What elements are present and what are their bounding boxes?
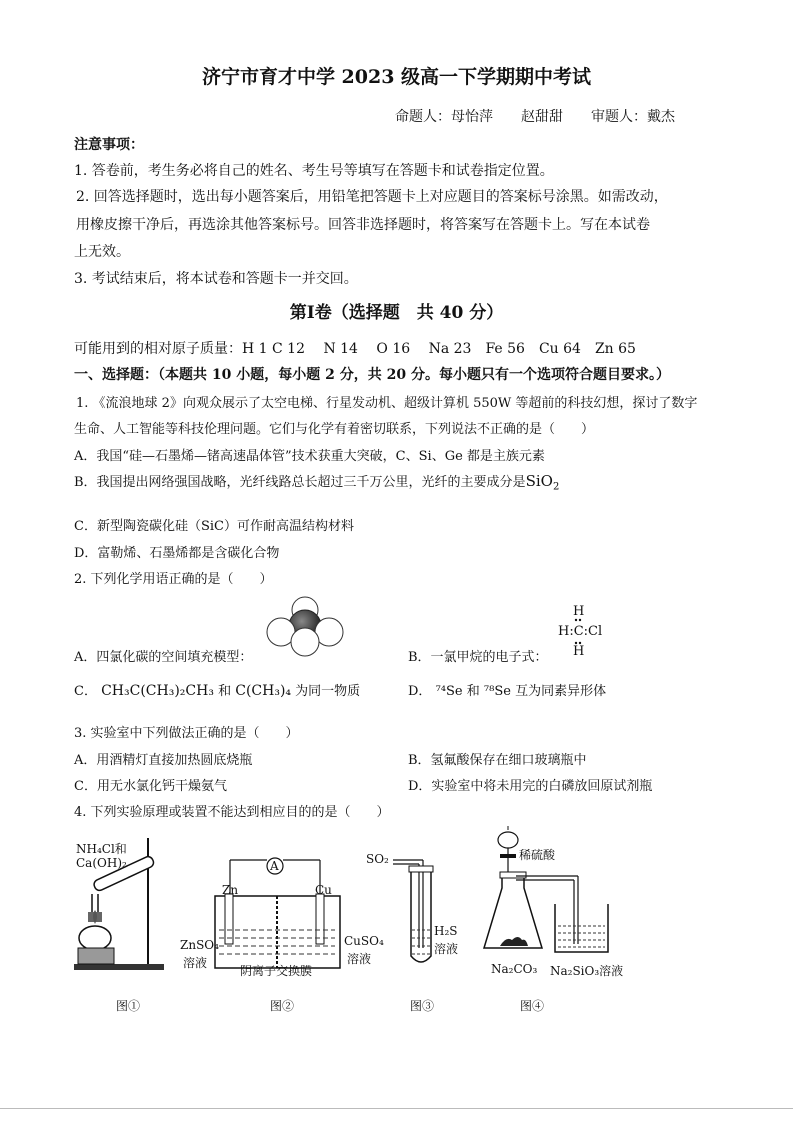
figure-2-caption: 图② (270, 999, 295, 1013)
q1-option-a: A．我国“硅—石墨烯—锗高速晶体管”技术获重大突破，C、Si、Ge 都是主族元素 (74, 449, 545, 464)
q2-option-c-formula-2: C(CH₃)₄ (235, 683, 292, 699)
q2-option-c-tail: 为同一物质 (295, 684, 361, 699)
q2-option-a: A．四氯化碳的空间填充模型： (74, 650, 253, 665)
figure-2-cu: Cu (315, 883, 332, 897)
q2-option-d-and: 和 (466, 684, 480, 699)
q2-option-b: B．一氯甲烷的电子式： (408, 650, 548, 665)
q2-option-d-isotope-2: ⁷⁸Se (483, 684, 511, 699)
q2-option-d-isotope-1: ⁷⁴Se (435, 684, 463, 699)
figure-4-solution-label: Na₂SiO₃溶液 (550, 964, 624, 978)
figure-2-right-solution-2: 溶液 (347, 952, 372, 966)
q1-option-b-text: B．我国提出网络强国战略，光纤线路总长超过三千万公里，光纤的主要成分是 (74, 475, 526, 490)
figure-1-caption: 图① (116, 999, 141, 1013)
q3-option-a: A．用酒精灯直接加热圆底烧瓶 (74, 753, 253, 768)
figure-3-liquid-label-2: 溶液 (434, 942, 459, 956)
q2-stem: 2. 下列化学用语正确的是（ ） (74, 572, 273, 587)
figure-3-gas-label: SO₂ (366, 852, 389, 866)
q1-option-d: D．富勒烯、石墨烯都是含碳化合物 (74, 546, 280, 561)
notice-item-3: 3. 考试结束后，将本试卷和答题卡一并交回。 (74, 271, 358, 287)
q2-option-d-tail: 互为同素异形体 (515, 684, 607, 699)
figure-2-ammeter: A (270, 859, 279, 873)
q1-option-c: C．新型陶瓷碳化硅（SiC）可作耐高温结构材料 (74, 519, 354, 534)
q2-option-d-label: D． (408, 684, 432, 699)
figure-3-caption: 图③ (410, 999, 435, 1013)
q3-option-b: B．氢氟酸保存在细口玻璃瓶中 (408, 753, 587, 768)
q1-option-b-formula: SiO (525, 472, 553, 490)
electron-formula-top-h: H (573, 604, 585, 619)
figure-4-solid-label: Na₂CO₃ (491, 962, 538, 976)
figure-4-caption: 图④ (520, 999, 545, 1013)
q1-stem-b: 生命、人工智能等科技伦理问题。它们与化学有着密切联系，下列说法不正确的是（ ） (74, 422, 595, 437)
figure-1-label-2: Ca(OH)₂ (76, 856, 127, 870)
q2-option-c-formula-1: CH₃C(CH₃)₂CH₃ (101, 683, 214, 699)
electron-formula-middle: H:C:Cl (558, 624, 603, 639)
q3-option-c: C．用无水氯化钙干燥氨气 (74, 779, 227, 794)
q3-stem: 3. 实验室中下列做法正确的是（ ） (74, 726, 299, 741)
figure-2-membrane: 阴离子交换膜 (240, 964, 313, 978)
notice-item-1: 1. 答卷前，考生务必将自己的姓名、考生号等填写在答题卡和试卷指定位置。 (74, 163, 554, 179)
atomic-masses: 可能用到的相对原子质量：H 1 C 12 N 14 O 16 Na 23 Fe 56 Cu 64 Zn 65 (74, 341, 636, 357)
notice-item-2b: 用橡皮擦干净后，再选涂其他答案标号。回答非选择题时，将答案写在答题卡上。写在本试卷 (76, 217, 650, 233)
q1-option-b (74, 471, 559, 493)
electron-formula-bottom-h: H (573, 644, 585, 659)
figure-2-zn: Zn (222, 883, 239, 897)
page-bottom-rule (0, 1108, 793, 1109)
notice-item-2a: 2. 回答选择题时，选出每小题答案后，用铅笔把答题卡上对应题目的答案标号涂黑。如需改动， (76, 189, 668, 205)
figure-1-label-1: NH₄Cl和 (76, 842, 127, 856)
page-title: 济宁市育才中学 2023 级高一下学期期中考试 (201, 66, 592, 88)
figure-3-liquid-label-1: H₂S (434, 924, 458, 938)
q2-option-c-and: 和 (218, 684, 232, 699)
electron-pair-dots (570, 618, 590, 646)
part-heading: 一、选择题：（本题共 10 小题，每小题 2 分，共 20 分。每小题只有一个选项符合题目要求。） (74, 367, 670, 383)
authors-line: 命题人：母怡萍 赵甜甜 审题人：戴杰 (395, 109, 675, 125)
figure-3-apparatus (385, 848, 465, 978)
figure-2-left-solution-2: 溶液 (183, 956, 208, 970)
ccl4-space-filling-model (265, 596, 345, 658)
q2-option-d (408, 680, 606, 699)
q2-option-c (74, 680, 360, 699)
notice-item-2c: 上无效。 (74, 244, 130, 260)
notice-heading: 注意事项： (74, 137, 144, 153)
q3-option-d: D．实验室中将未用完的白磷放回原试剂瓶 (408, 779, 653, 794)
figure-4-acid-label: 稀硫酸 (519, 848, 556, 862)
figure-2-right-solution-1: CuSO₄ (344, 934, 384, 948)
section-title: 第Ⅰ卷（选择题 共 40 分） (289, 303, 504, 323)
q1-option-b-sub: 2 (552, 481, 560, 493)
q2-option-c-label: C． (74, 684, 97, 699)
q4-stem: 4. 下列实验原理或装置不能达到相应目的的是（ ） (74, 805, 390, 820)
figure-2-left-solution-1: ZnSO₄ (180, 938, 219, 952)
q1-stem-a: 1. 《流浪地球 2》向观众展示了太空电梯、行星发动机、超级计算机 550W 等超前的科技幻想，探讨了数字 (76, 396, 698, 411)
